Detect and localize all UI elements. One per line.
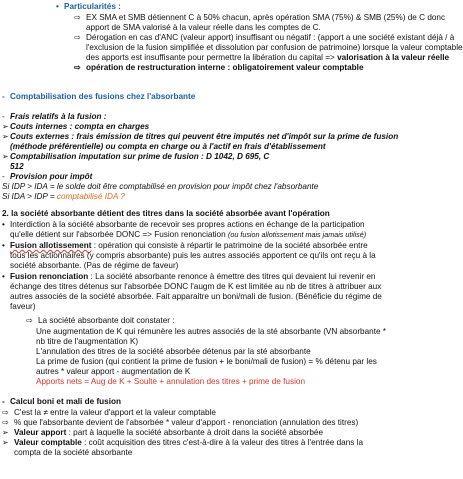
text-line: échange des titres détenus sur l'absorbée DONC l'augm de K est limitée au nb de titres à attribuer aux bbox=[10, 282, 382, 291]
text-line: La prime de fusion (qui contient la prime de fusion + le boni/mali de fusion) = % détenu par les bbox=[36, 357, 377, 366]
particularites-heading: • Particularités : bbox=[56, 2, 121, 11]
arrow-icon: ⇨ bbox=[26, 316, 33, 325]
text-line: ⇨ % que l'absorbante devient de l'absorbée * valeur d'apport - renonciation (annulation des titres) bbox=[2, 418, 359, 427]
text-line: des apports est insuffisante pour permettre la libération du capital => valorisation à la valeur réelle bbox=[86, 53, 450, 62]
comptabilisation-heading: - Comptabilisation des fusions chez l'absorbante bbox=[2, 92, 196, 101]
arrow-icon: ⇨ bbox=[74, 33, 81, 42]
arrowhead-icon: ➢ bbox=[2, 438, 9, 447]
text-line: ⇨ opération de restructuration interne : obligatoirement valeur comptable bbox=[74, 63, 364, 72]
dash-icon: - bbox=[2, 172, 5, 181]
text-line: qu'elle détient sur l'absorbée DONC => Fusion renonciation (ou fusion allotissement mais jamais utilisé) bbox=[10, 230, 367, 239]
text-line: faveur) bbox=[10, 302, 36, 311]
arrowhead-icon: ➢ bbox=[2, 428, 9, 437]
text-line: ➢ Valeur comptable : coût acquisition des titres c'est-à-dire à la valeur des titres à l'entrée dans la bbox=[2, 438, 363, 447]
text-line: L'annulation des titres de la société absorbée détenus par la sté absorbante bbox=[36, 347, 311, 356]
arrow-icon: ⇨ bbox=[2, 418, 9, 427]
calcul-heading: - Calcul boni et mali de fusion bbox=[2, 397, 121, 406]
section-2-heading: 2. la société absorbante détient des titres dans la société absorbée avant l'opération bbox=[2, 209, 330, 218]
bullet-icon: • bbox=[2, 272, 5, 281]
arrow-icon: ⇨ bbox=[74, 13, 81, 22]
text-line: société absorbante. (Pas de régime de faveur) bbox=[10, 261, 179, 270]
text-line: Si IDA > IDP = comptabilisé IDA ? bbox=[2, 192, 125, 201]
text-line: ➢ Valeur apport : part à laquelle la société absorbante à droit dans la société absorbée bbox=[2, 428, 324, 437]
arrow-icon: ⇨ bbox=[2, 408, 9, 417]
text-line: 512 bbox=[10, 162, 24, 171]
dash-icon: - bbox=[2, 112, 5, 121]
dash-icon: - bbox=[2, 92, 5, 101]
bullet-icon: • bbox=[56, 2, 59, 11]
text-line: Une augmentation de K qui rémunère les autres associés de la sté absorbante (VN absorbante * bbox=[36, 327, 386, 336]
text-line: - Provision pour impôt bbox=[2, 172, 93, 181]
text-line: - Frais relatifs à la fusion : bbox=[2, 112, 107, 121]
text-line: autres * valeur apport - augmentation de K bbox=[36, 367, 191, 376]
text-line: • Fusion allotissement : opération qui consiste à répartir le patrimoine de la société absorbée entre bbox=[2, 241, 368, 250]
text-line: ➢Comptabilisation imputation sur prime de fusion : D 1042, D 695, C bbox=[2, 152, 270, 161]
text-line: autres associés de la société absorbée. Fait apparaitre un boni/mali de fusion. (Bénéficie du régime de bbox=[10, 292, 382, 301]
text-line: Si IDP > IDA = le solde doit être comptabilisé en provision pour impôt chez l'absorbante bbox=[2, 182, 319, 191]
text-line: ➢Couts externes : frais émission de titres qui peuvent être imputés net d'impôt sur la prime de fusion bbox=[2, 132, 399, 141]
text-line: ⇨ C'est la ≠ entre la valeur d'apport et la valeur comptable bbox=[2, 408, 216, 417]
arrowhead-icon: ➢ bbox=[2, 122, 9, 131]
text-line: Apports nets = Aug de K + Soulte + annulation des titres + prime de fusion bbox=[36, 377, 305, 386]
text-line: (méthode préférentielle) ou compta en charge ou à l'actif en frais d'établissement bbox=[10, 142, 326, 151]
text-line: • Interdiction à la société absorbante de recevoir ses propres actions en échange de la participation bbox=[2, 220, 365, 229]
dash-icon: - bbox=[2, 397, 5, 406]
bullet-icon: • bbox=[2, 241, 5, 250]
bullet-icon: • bbox=[2, 220, 5, 229]
text-line: compta de la société absorbante bbox=[14, 448, 133, 457]
text-line: ⇨ La société absorbante doit constater : bbox=[26, 316, 175, 325]
text-line: tous les actionnaires (y compris absorbante) puis les autres associés apportent ce qu'ils ont reçu à la bbox=[10, 251, 376, 260]
text-line: • Fusion renonciation : La société absorbante renonce à émettre des titres qui devaient lui revenir en bbox=[2, 272, 376, 281]
arrowhead-icon: ➢ bbox=[2, 152, 9, 161]
text-line: ⇨ Dérogation en cas d'ANC (valeur apport) insuffisant ou négatif : (apport a une société existant déjà / à bbox=[74, 33, 455, 42]
arrowhead-icon: ➢ bbox=[2, 132, 9, 141]
text-line: apport de SMA valorisé à la valeur réelle dans les comptes de C. bbox=[86, 23, 321, 32]
text-line: l'exclusion de la fusion simplifiée et dissolution par confusion de patrimoine) lorsque la valeur comptable bbox=[86, 43, 463, 52]
text-line: nb titre de l'augmentation K) bbox=[36, 337, 139, 346]
text-line: ⇨ EX SMA et SMB détiennent C à 50% chacun, après opération SMA (75%) & SMB (25%) de C donc bbox=[74, 13, 446, 22]
text-line: ➢Couts internes : compta en charges bbox=[2, 122, 150, 131]
arrow-icon: ⇨ bbox=[74, 63, 81, 72]
